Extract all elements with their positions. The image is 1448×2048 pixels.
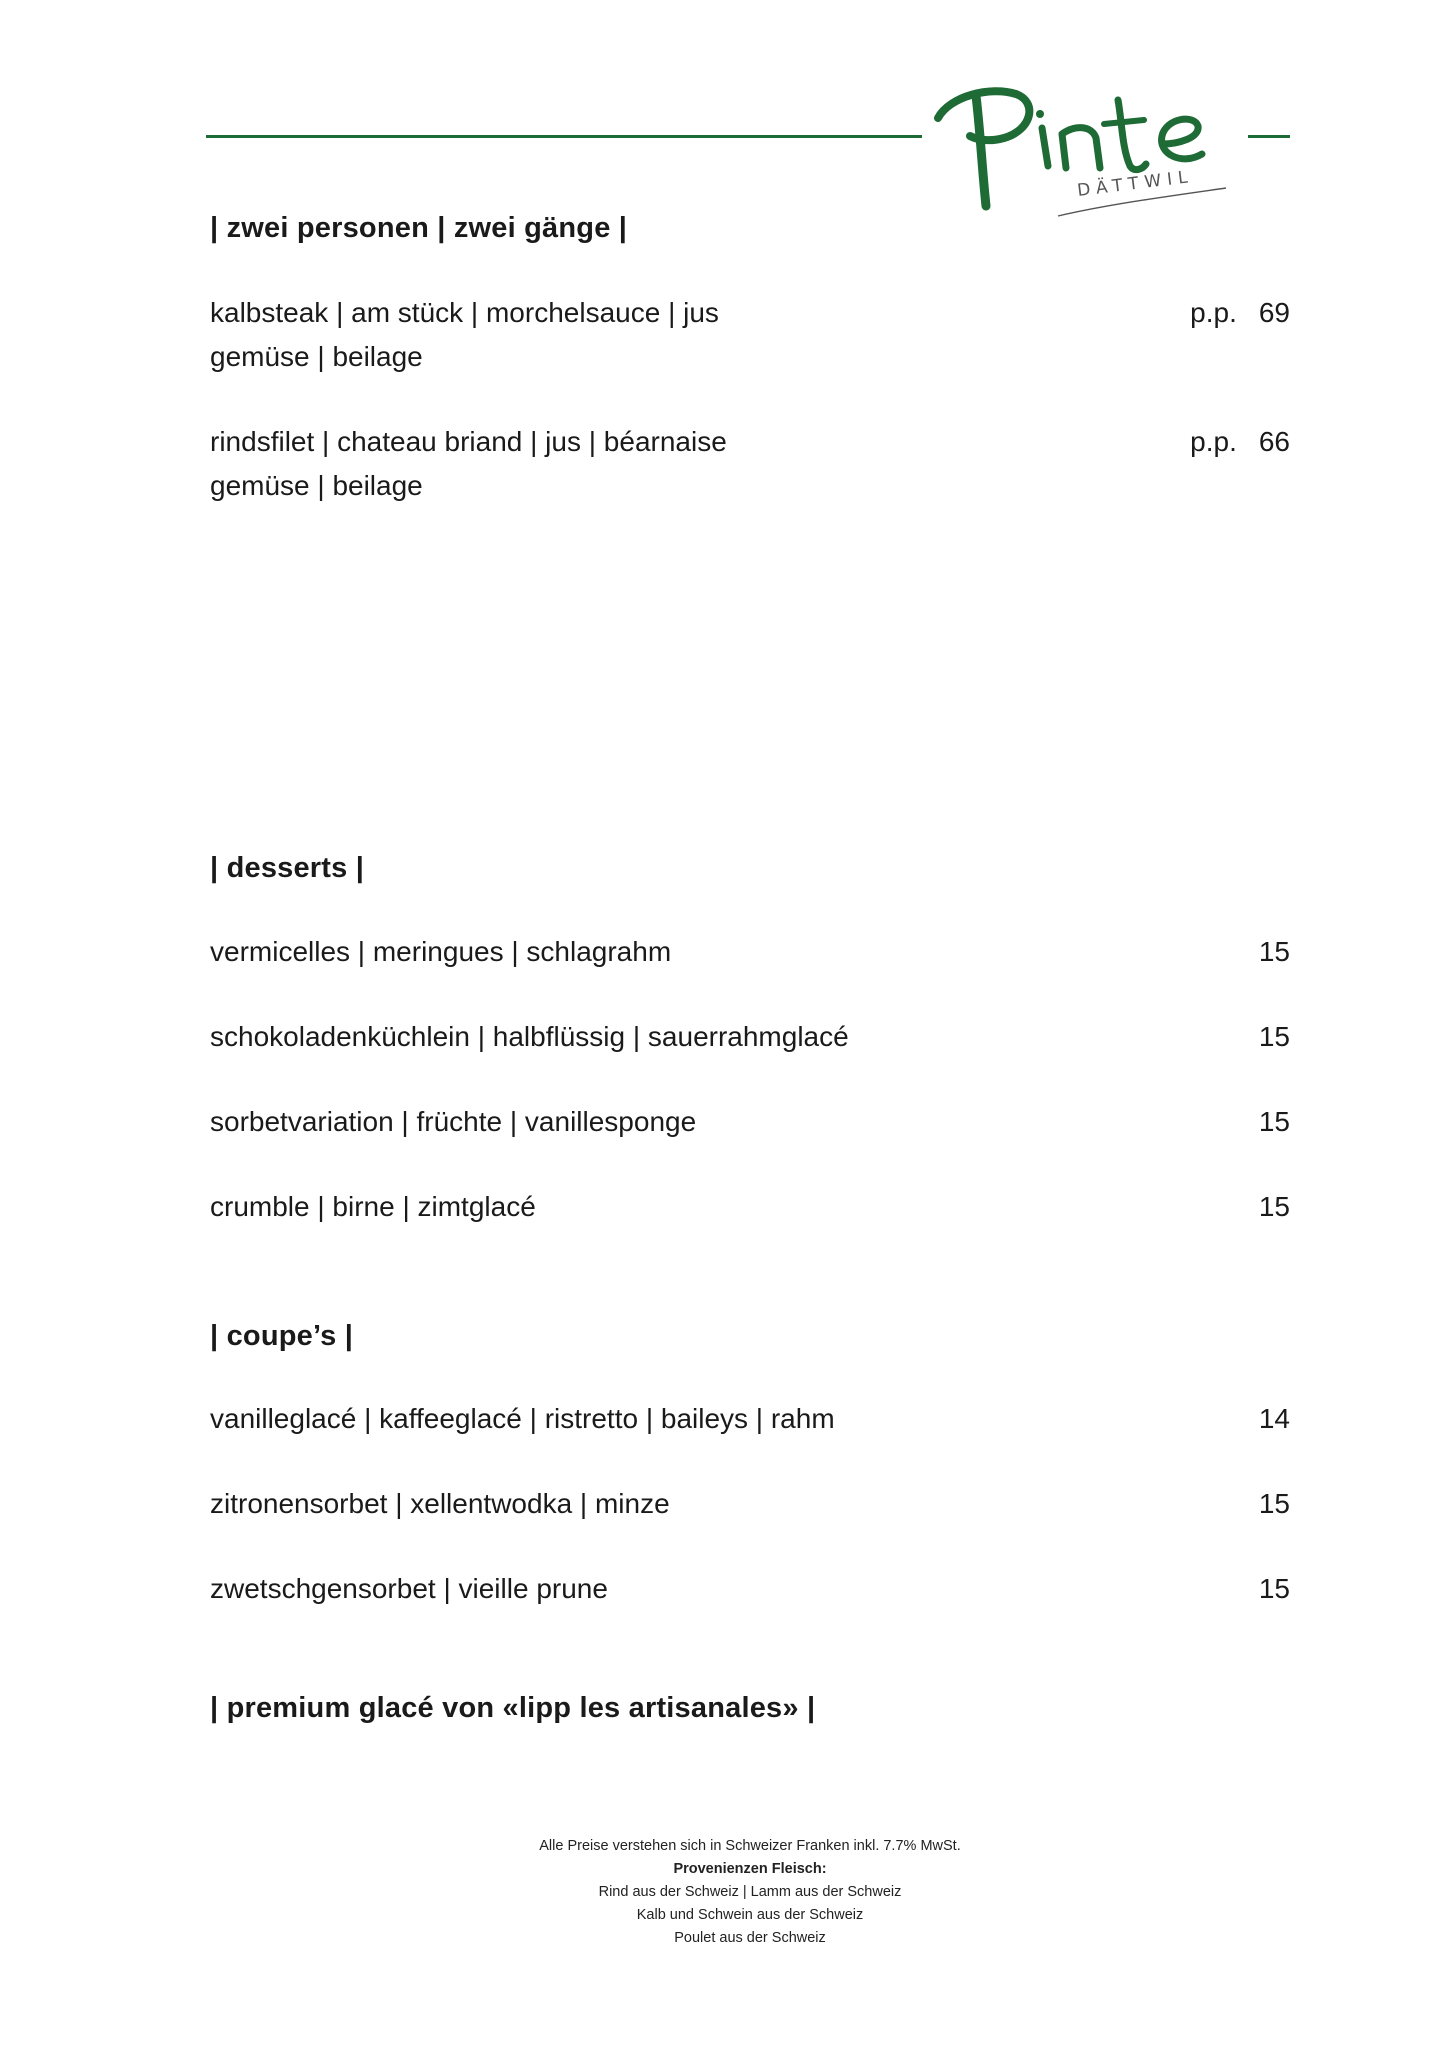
menu-item (210, 1482, 1290, 1526)
footer-notes (0, 1835, 1448, 1950)
menu-item (210, 1100, 1290, 1144)
per-person-label: p.p. (1190, 426, 1237, 457)
menu-item (210, 930, 1290, 974)
item-side: gemüse | beilage (210, 341, 423, 372)
menu-item (210, 291, 1290, 379)
item-price (1190, 291, 1290, 335)
header-rule-right (1248, 135, 1290, 138)
footer-price-note: Alle Preise verstehen sich in Schweizer Franken inkl. 7.7% MwSt. (539, 1838, 961, 1854)
item-price: 15 (1258, 1488, 1290, 1519)
item-description: sorbetvariation | früchte | vanillesponge (210, 1106, 697, 1137)
svg-text:DÄTTWIL: DÄTTWIL (1076, 166, 1195, 201)
item-description: schokoladenküchlein | halbflüssig | sauerrahmglacé (210, 1021, 849, 1052)
item-price (1190, 420, 1290, 464)
item-description: zwetschgensorbet | vieille prune (210, 1573, 608, 1604)
menu-item (210, 1185, 1290, 1229)
item-description: vermicelles | meringues | schlagrahm (210, 936, 672, 967)
item-price: 15 (1258, 1106, 1290, 1137)
footer-provenance-title: Provenienzen Fleisch: (673, 1861, 827, 1877)
item-description: vanilleglacé | kaffeeglacé | ristretto | baileys | rahm (210, 1403, 835, 1434)
item-side: gemüse | beilage (210, 470, 423, 501)
item-price: 15 (1258, 936, 1290, 967)
section-title-desserts: | desserts | (210, 852, 365, 884)
per-person-label: p.p. (1190, 297, 1237, 328)
menu-item (210, 1397, 1290, 1441)
footer-provenance-line: Rind aus der Schweiz | Lamm aus der Schweiz (598, 1884, 902, 1900)
footer-provenance-line: Kalb und Schwein aus der Schweiz (636, 1907, 864, 1923)
item-price: 15 (1258, 1021, 1290, 1052)
header-rule-left (206, 135, 922, 138)
item-description: zitronensorbet | xellentwodka | minze (210, 1488, 670, 1519)
section-title-premium: | premium glacé von «lipp les artisanales» | (210, 1692, 816, 1724)
section-title-coupes: | coupe’s | (210, 1320, 354, 1352)
price-value: 69 (1258, 297, 1290, 328)
item-price: 14 (1258, 1403, 1290, 1434)
item-description: kalbsteak | am stück | morchelsauce | jus (210, 297, 719, 328)
item-description: crumble | birne | zimtglacé (210, 1191, 536, 1222)
menu-item (210, 1567, 1290, 1611)
item-price: 15 (1258, 1191, 1290, 1222)
price-value: 66 (1258, 426, 1290, 457)
item-description: rindsfilet | chateau briand | jus | béarnaise (210, 426, 727, 457)
item-price: 15 (1258, 1573, 1290, 1604)
menu-item (210, 420, 1290, 508)
footer-provenance-line: Poulet aus der Schweiz (674, 1930, 826, 1946)
menu-item (210, 1015, 1290, 1059)
pinte-logo (930, 78, 1240, 228)
section-title-main-courses: | zwei personen | zwei gänge | (210, 212, 628, 244)
